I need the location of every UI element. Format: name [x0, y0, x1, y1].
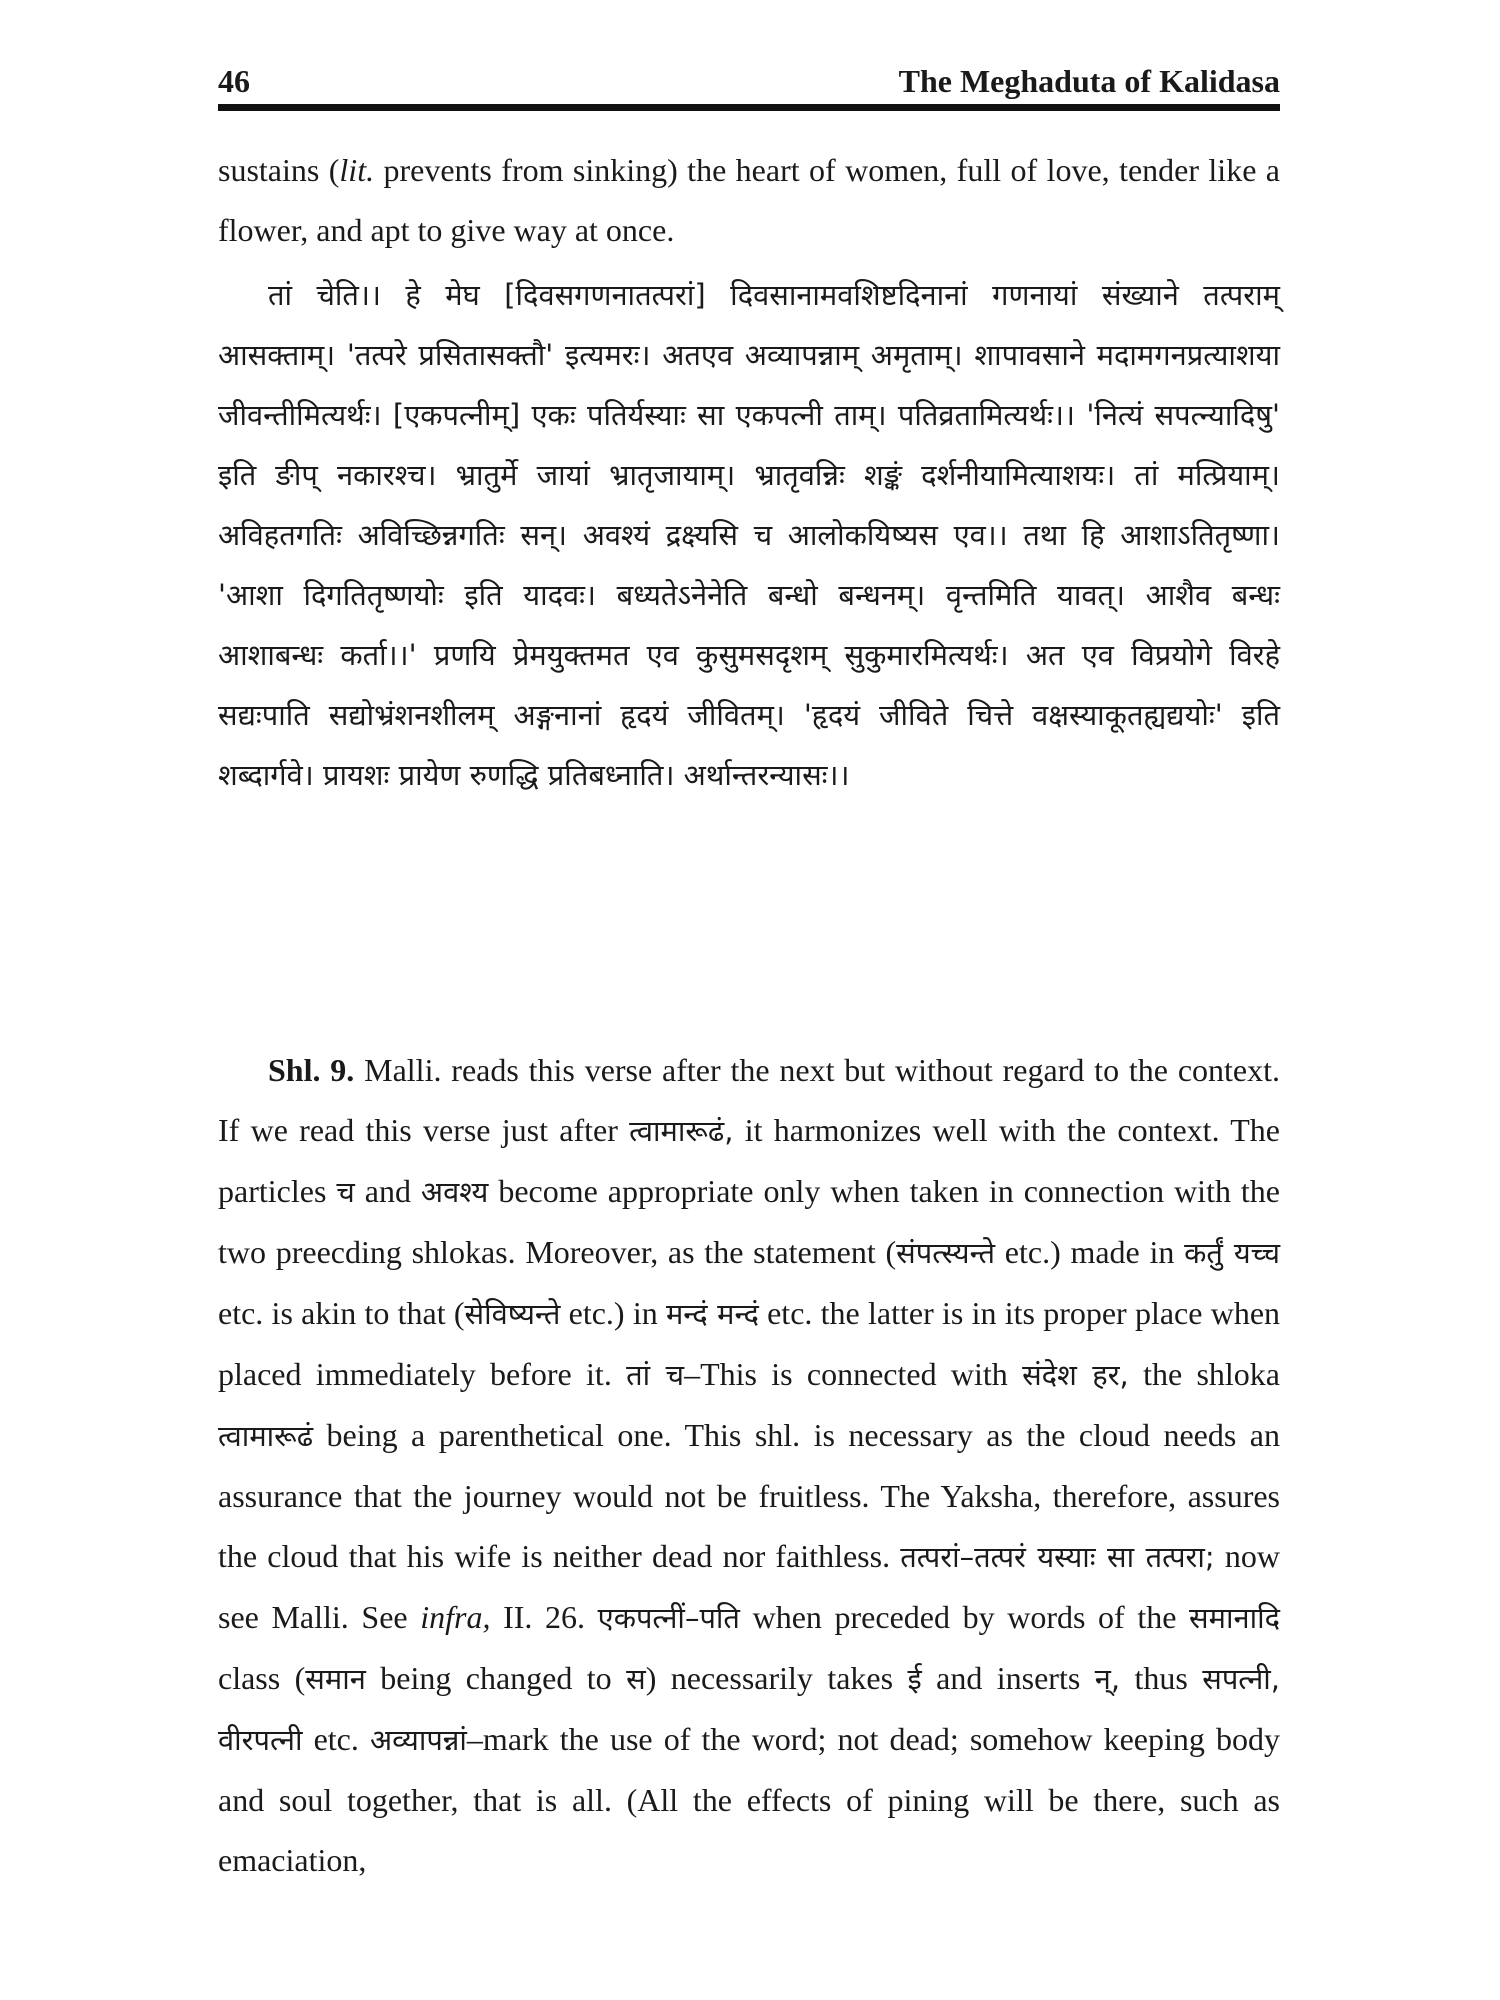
note-text: class ( [218, 1660, 306, 1696]
note-text: etc. the latter is in its proper place when placed immediately before it. [218, 1295, 1281, 1392]
note-term: सेविष्यन्ते [464, 1297, 561, 1331]
note-term: त्वामारूढं [218, 1419, 314, 1453]
note-text: etc.) in [560, 1295, 666, 1331]
note-term: तां च [626, 1358, 685, 1392]
commentary-text: तां चेति।। हे मेघ [दिवसगणनातत्परां] दिवसानामवशिष्टदिनानां गणनायां संख्याने तत्पराम् आसक्ताम्। 'तत्परे प्रसितासक्तौ' इत्यमरः। अतएव अव्यापन्नाम् अमृताम्। शापावसाने मदामगनप्रत्याशया जीवन्तीमित्यर्थः। [एकपत्नीम्] एकः पतिर्यस्याः सा एकपत्नी ताम्। पतिव्रतामित्यर्थः।। 'नित्यं सपत्न्यादिषु' इति ङीप् नकारश्च। भ्रातुर्मे जायां भ्रातृजायाम्। भ्रातृवन्निः शङ्कं दर्शनीयामित्याशयः। तां मत्प्रियाम्। अविहतगतिः अविच्छिन्नगतिः सन्। अवश्यं द्रक्ष्यसि च आलोकयिष्यस एव।। तथा हि आशाऽतितृष्णा। 'आशा दिगतितृष्णयोः इति यादवः। बध्यतेऽनेनेति बन्धो बन्धनम्। वृन्तमिति यावत्। आशैव बन्धः आशाबन्धः कर्ता।।' प्रणयि प्रेमयुक्तमत एव कुसुमसदृशम् सुकुमारमित्यर्थः। अत एव विप्रयोगे विरहे सद्यःपाति सद्योभ्रंशनशीलम् अङ्गनानां हृदयं जीवितम्। 'हृदयं जीविते चित्ते वक्षस्याकूतह्यद्ययोः' इति शब्दार्गवे। प्रायशः प्रायेण रुणद्धि प्रतिबध्नाति। अर्थान्तरन्यासः।। [218, 278, 1280, 792]
note-term: संपत्स्यन्ते [896, 1236, 996, 1270]
note-text: being changed to [365, 1660, 627, 1696]
note-term: समान [305, 1662, 366, 1696]
note-term: सपत्नी, वीरपत्नी [218, 1662, 1281, 1757]
note-text: and [354, 1173, 421, 1209]
page-number: 46 [218, 63, 250, 99]
note-text: etc. is akin to that ( [218, 1295, 465, 1331]
note-term: एकपत्नीं–पति [597, 1601, 740, 1635]
note-term: अवश्य [420, 1175, 489, 1209]
note-text: and inserts [921, 1660, 1095, 1696]
note-term: ई [907, 1662, 922, 1696]
note-term: समानादि [1189, 1601, 1281, 1635]
note-text: become appropriate only when taken in connection with the two preecding shlokas. Moreover, as the statement ( [218, 1173, 1281, 1270]
intro-paragraph [218, 140, 1280, 260]
note-text: now see Malli. See [218, 1538, 1280, 1635]
note-term: कर्तुं यच्च [1184, 1236, 1281, 1270]
sanskrit-commentary [218, 265, 1280, 805]
note-text: thus [1120, 1660, 1203, 1696]
note-label: Shl. 9. [268, 1052, 355, 1088]
note-text: ) necessarily takes [645, 1660, 908, 1696]
note-text: –mark the use of the word; not dead; somehow keeping body and soul together, that is all. (All the effects of pining will be there, such as emaciation, [218, 1721, 1281, 1878]
note-text: when preceded by words of the [739, 1599, 1190, 1635]
note-italic: infra, [420, 1599, 491, 1635]
note-term: तत्परां–तत्परं यस्याः सा तत्परा; [900, 1540, 1215, 1574]
running-title: The Meghaduta of Kalidasa [898, 63, 1280, 99]
note-term: अव्यापन्नां [370, 1723, 467, 1757]
note-text: the shloka [1128, 1356, 1280, 1392]
note-term: त्वामारूढं, [629, 1114, 734, 1148]
note-text: being a parenthetical one. This shl. is necessary as the cloud needs an assurance that the journey would not be fruitless. The Yaksha, therefore, assures the cloud that his wife is neither dead nor faithless. [218, 1417, 1280, 1574]
page-header [218, 50, 1280, 100]
note-term: च [336, 1175, 355, 1209]
verse-note [218, 1040, 1280, 1890]
note-term: स [626, 1662, 646, 1696]
note-term: मन्दं मन्दं [665, 1297, 759, 1331]
note-text: etc.) made in [995, 1234, 1185, 1270]
note-text: it harmonizes well with the context. The particles [218, 1112, 1281, 1209]
note-term: संदेश हर, [1022, 1358, 1129, 1392]
header-rule [218, 104, 1280, 111]
intro-abbrev: lit. [339, 152, 375, 188]
intro-text: sustains ( [218, 152, 340, 188]
note-text: Malli. reads this verse after the next but without regard to the context. If we read this verse just after [218, 1052, 1281, 1148]
note-text: II. 26. [490, 1599, 598, 1635]
note-term: न्, [1094, 1662, 1121, 1696]
note-text: etc. [302, 1721, 370, 1757]
note-text: –This is connected with [684, 1356, 1023, 1392]
intro-text: prevents from sinking) the heart of women, full of love, tender like a flower, and apt to give way at once. [218, 152, 1281, 248]
